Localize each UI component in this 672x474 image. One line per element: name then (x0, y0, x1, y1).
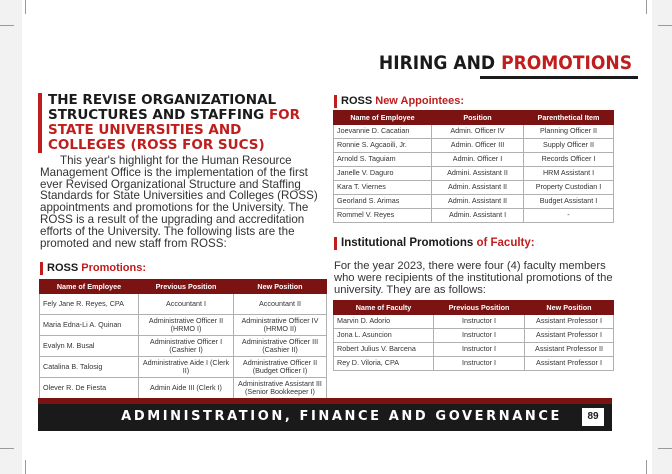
faculty-table-body (334, 315, 614, 371)
faculty-table (333, 300, 614, 371)
table-row (40, 336, 327, 357)
promotions-heading-highlight: Promotions: (81, 262, 147, 274)
footer-title: ADMINISTRATION, FINANCE AND GOVERNANCE (121, 409, 562, 424)
column-header: Name of Employee (334, 111, 432, 125)
table-row (40, 315, 327, 336)
faculty-heading (334, 237, 535, 250)
table-row (334, 181, 614, 195)
table-row (40, 378, 327, 399)
column-header: New Position (525, 301, 614, 315)
column-header: Name of Employee (40, 280, 139, 294)
crop-mark (0, 25, 14, 26)
appointees-heading-highlight: New Appointees: (375, 95, 465, 107)
table-cell: Instructor I (434, 315, 525, 329)
table-cell: - (524, 209, 614, 223)
column-header: Name of Faculty (334, 301, 434, 315)
column-header: New Position (234, 280, 327, 294)
page-title (38, 93, 313, 153)
table-cell: Administrative Officer II (Budget Officer I) (234, 357, 327, 378)
table-row (334, 195, 614, 209)
promotions-table (39, 279, 327, 399)
crop-mark (646, 0, 647, 14)
table-cell: Administrative Aide I (Clerk II) (139, 357, 234, 378)
table-cell: Administrative Officer III (Cashier II) (234, 336, 327, 357)
column-header: Previous Position (434, 301, 525, 315)
table-cell: Administrative Assistant III (Senior Bookkeeper I) (234, 378, 327, 399)
intro-paragraph: This year's highlight for the Human Resource Management Office is the implementation of the first ever Revised Organizational Structure and Staffing Standards for State Universities and Colleges (ROSS) appointments and promotions for the University. The ROSS is a result of the upgrading and accreditation efforts of the University. The following lists are the promoted and new staff from ROSS: (40, 154, 318, 250)
header-title-highlight: PROMOTIONS (501, 52, 632, 74)
table-cell: Robert Julius V. Barcena (334, 343, 434, 357)
faculty-heading-highlight: of Faculty: (476, 237, 535, 249)
column-header: Parenthetical Item (524, 111, 614, 125)
table-cell: Kara T. Viernes (334, 181, 432, 195)
table-cell: Admini. Assistant II (432, 167, 524, 181)
table-cell: Accountant I (139, 294, 234, 315)
promotions-heading (40, 262, 146, 275)
table-cell: Records Officer I (524, 153, 614, 167)
table-cell: Ronnie S. Agcaoili, Jr. (334, 139, 432, 153)
page-title-plain: THE REVISE ORGANIZATIONAL STRUCTURES AND STAFFING (48, 92, 277, 123)
table-cell: Rommel V. Reyes (334, 209, 432, 223)
table-cell: Instructor I (434, 343, 525, 357)
table-cell: Budget Assistant I (524, 195, 614, 209)
table-cell: Planning Officer II (524, 125, 614, 139)
faculty-intro: For the year 2023, there were four (4) faculty members who were recipients of the institutional promotions of the university. They are as follows: (334, 260, 613, 296)
page-title-highlight: FOR STATE UNIVERSITIES AND COLLEGES (ROSS FOR SUCS) (48, 107, 301, 153)
crop-mark (658, 448, 672, 449)
table-cell: Admin. Assistant I (432, 209, 524, 223)
appointees-heading-plain: ROSS (341, 95, 373, 107)
promotions-heading-plain: ROSS (47, 262, 79, 274)
table-row (334, 315, 614, 329)
table-cell: Admin. Assistant II (432, 181, 524, 195)
table-row (334, 153, 614, 167)
table-row (334, 139, 614, 153)
table-cell: Admin. Officer I (432, 153, 524, 167)
table-cell: HRM Assistant I (524, 167, 614, 181)
table-cell: Georland S. Arimas (334, 195, 432, 209)
promotions-table-body (40, 294, 327, 399)
table-cell: Supply Officer II (524, 139, 614, 153)
table-cell: Evalyn M. Busal (40, 336, 139, 357)
header-divider (480, 76, 638, 79)
faculty-heading-plain: Institutional Promotions (341, 237, 474, 249)
table-row (334, 343, 614, 357)
table-row (334, 209, 614, 223)
table-row (334, 125, 614, 139)
crop-mark (25, 460, 26, 474)
crop-mark (0, 448, 14, 449)
table-cell: Administrative Officer IV (HRMO II) (234, 315, 327, 336)
table-cell: Catalina B. Talosig (40, 357, 139, 378)
table-cell: Janelle V. Daguro (334, 167, 432, 181)
table-cell: Joevannie D. Cacatian (334, 125, 432, 139)
table-cell: Administrative Officer II (HRMO I) (139, 315, 234, 336)
table-cell: Maria Edna-Li A. Quinan (40, 315, 139, 336)
table-cell: Instructor I (434, 329, 525, 343)
table-row (334, 167, 614, 181)
column-header: Position (432, 111, 524, 125)
header-title-plain: HIRING AND (378, 52, 496, 74)
table-cell: Marvin D. Adorio (334, 315, 434, 329)
table-cell: Olever R. De Fiesta (40, 378, 139, 399)
table-cell: Rey D. Viloria, CPA (334, 357, 434, 371)
table-cell: Admin. Officer IV (432, 125, 524, 139)
table-row (40, 357, 327, 378)
table-row (334, 329, 614, 343)
table-cell: Assistant Professor I (525, 357, 614, 371)
appointees-table (333, 110, 614, 223)
appointees-table-body (334, 125, 614, 223)
table-cell: Jona L. Asuncion (334, 329, 434, 343)
table-cell: Assistant Professor I (525, 329, 614, 343)
table-cell: Property Custodian I (524, 181, 614, 195)
crop-mark (646, 460, 647, 474)
table-cell: Fely Jane R. Reyes, CPA (40, 294, 139, 315)
table-row (40, 294, 327, 315)
table-cell: Assistant Professor II (525, 343, 614, 357)
page-number: 89 (582, 408, 604, 426)
table-cell: Administrative Officer I (Cashier I) (139, 336, 234, 357)
footer-bar (38, 404, 612, 431)
table-row (334, 357, 614, 371)
table-cell: Assistant Professor I (525, 315, 614, 329)
crop-mark (658, 25, 672, 26)
table-cell: Admin Aide III (Clerk I) (139, 378, 234, 399)
table-cell: Accountant II (234, 294, 327, 315)
crop-mark (25, 0, 26, 14)
appointees-heading (334, 95, 464, 108)
table-cell: Admin. Assistant II (432, 195, 524, 209)
column-header: Previous Position (139, 280, 234, 294)
table-cell: Admin. Officer III (432, 139, 524, 153)
section-header (379, 52, 632, 74)
table-cell: Arnold S. Taguiam (334, 153, 432, 167)
table-cell: Instructor I (434, 357, 525, 371)
